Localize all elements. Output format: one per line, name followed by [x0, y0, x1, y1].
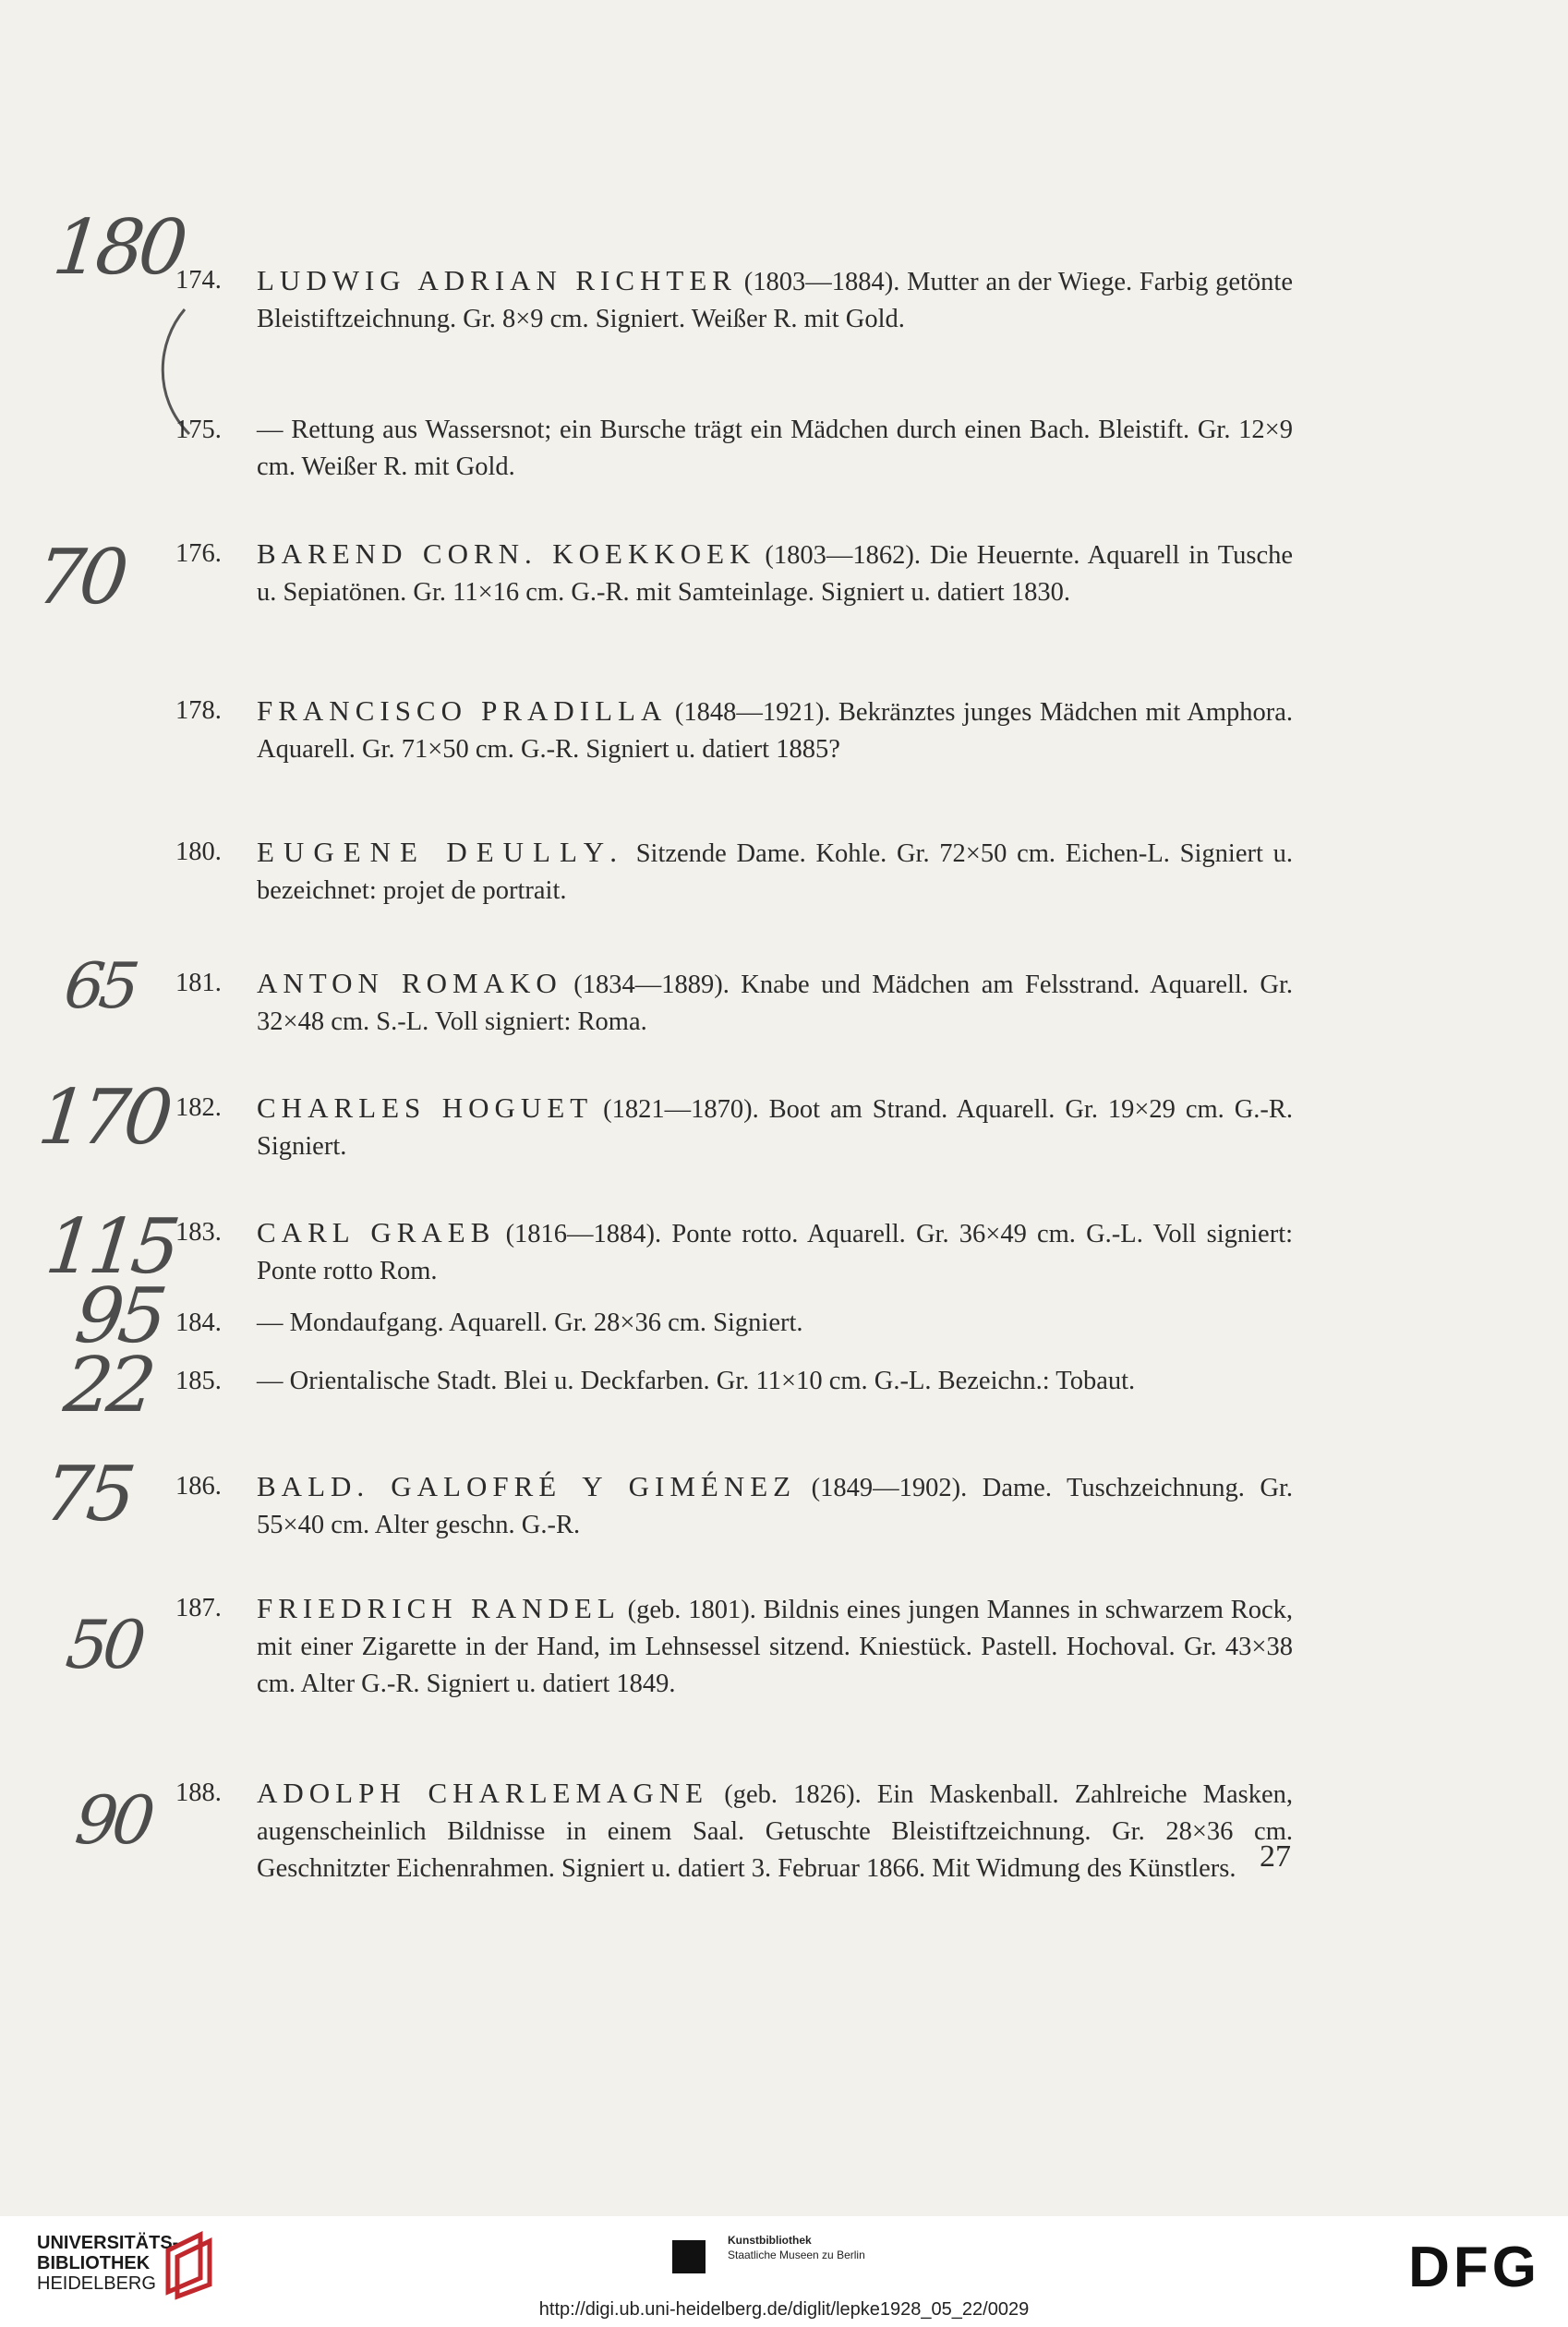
catalog-entry	[175, 1363, 1293, 1400]
artist-dates: (1821—1870).	[603, 1095, 759, 1124]
artist-dates: (1803—1884).	[743, 268, 900, 296]
page-number: 27	[1260, 1839, 1291, 1874]
ub-logo-line3: HEIDELBERG	[37, 2273, 156, 2294]
kb-subtitle: Staatliche Museen zu Berlin	[728, 2249, 865, 2261]
catalog-entry	[175, 1468, 1293, 1544]
entry-description: Bildnis eines jungen Mannes in schwarzem Rock, mit einer Zigarette in der Hand, im Lehnsessel sitzend. Kniestück. Pastell. Hochoval. Gr. 43×38 cm. Alter G.-R. Signiert u. datiert 1849.	[257, 1596, 1293, 1698]
catalog-entry	[175, 1775, 1293, 1887]
artist-name: ADOLPH CHARLEMAGNE	[257, 1777, 709, 1809]
catalog-entry	[175, 536, 1293, 611]
catalog-entry	[175, 1590, 1293, 1703]
entry-description: Knabe und Mädchen am Felsstrand. Aquarell. Gr. 32×48 cm. S.-L. Voll signiert: Roma.	[257, 971, 1294, 1036]
artist-name: FRANCISCO PRADILLA	[257, 694, 668, 727]
artist-dates: (1834—1889).	[573, 971, 730, 999]
entry-description: Bekränztes junges Mädchen mit Amphora. Aquarell. Gr. 71×50 cm. G.-R. Signiert u. datiert 1885?	[257, 698, 1293, 764]
entry-description: Die Heuernte. Aquarell in Tusche u. Sepiatönen. Gr. 11×16 cm. G.-R. mit Samteinlage. Signiert u. datiert 1830.	[257, 541, 1294, 607]
artist-name: BAREND CORN. KOEKKOEK	[257, 537, 756, 570]
entry-number: 178.	[175, 696, 222, 725]
kb-title: Kunstbibliothek	[728, 2234, 812, 2247]
artist-dates: (geb. 1801).	[627, 1596, 756, 1624]
permalink-url[interactable]: http://digi.ub.uni-heidelberg.de/diglit/lepke1928_05_22/0029	[538, 2299, 1030, 2320]
entry-number: 184.	[175, 1308, 222, 1337]
handwritten-note-180: 180	[49, 204, 187, 292]
handwritten-note-75: 75	[40, 1451, 135, 1538]
artist-name: FRIEDRICH RANDEL	[257, 1592, 621, 1624]
artist-dates: (1849—1902).	[811, 1474, 968, 1502]
catalog-entry	[175, 1305, 1293, 1342]
entry-number: 187.	[175, 1594, 222, 1622]
dfg-logo[interactable]: DFG	[1408, 2236, 1540, 2299]
handwritten-note-22: 22	[60, 1342, 155, 1429]
artist-name: CHARLES HOGUET	[257, 1091, 594, 1124]
entry-number: 175.	[175, 416, 222, 444]
handwritten-note-95: 95	[71, 1272, 166, 1360]
entry-description: Dame. Tuschzeichnung. Gr. 55×40 cm. Alter geschn. G.-R.	[257, 1474, 1293, 1539]
ub-book-icon	[159, 2227, 223, 2301]
entry-description: Boot am Strand. Aquarell. Gr. 19×29 cm. G.-R. Signiert.	[257, 1095, 1294, 1161]
entry-number: 186.	[175, 1472, 222, 1501]
entry-description: Mutter an der Wiege. Farbig getönte Bleistiftzeichnung. Gr. 8×9 cm. Signiert. Weißer R. mit Gold.	[257, 268, 1293, 333]
artist-dates: (1816—1884).	[505, 1220, 662, 1248]
catalog-entry	[175, 834, 1293, 910]
entry-number: 176.	[175, 539, 222, 568]
entry-number: 183.	[175, 1218, 222, 1247]
entry-description: Sitzende Dame. Kohle. Gr. 72×50 cm. Eichen-L. Signiert u. bezeichnet: projet de portrait.	[257, 839, 1294, 905]
ub-logo-line1: UNIVERSITÄTS-	[37, 2233, 179, 2253]
artist-dates: (1803—1862).	[765, 541, 921, 570]
entry-number: 181.	[175, 969, 222, 997]
handwritten-note-70: 70	[32, 534, 127, 621]
entry-number: 180.	[175, 838, 222, 866]
handwritten-note-50: 50	[62, 1606, 145, 1683]
handwritten-note-170: 170	[34, 1074, 172, 1162]
ub-logo-line2: BIBLIOTHEK	[37, 2253, 151, 2273]
entry-description: — Orientalische Stadt. Blei u. Deckfarben. Gr. 11×10 cm. G.-L. Bezeichn.: Tobaut.	[257, 1367, 1136, 1395]
university-library-logo[interactable]	[37, 2233, 178, 2294]
artist-name: EUGENE DEULLY.	[257, 836, 626, 868]
entry-description: — Mondaufgang. Aquarell. Gr. 28×36 cm. Signiert.	[257, 1308, 803, 1337]
catalog-entry	[175, 412, 1293, 486]
entry-number: 188.	[175, 1778, 222, 1807]
entry-description: — Rettung aus Wassersnot; ein Bursche trägt ein Mädchen durch einen Bach. Bleistift. Gr. 12×9 cm. Weißer R. mit Gold.	[257, 416, 1293, 481]
artist-name: BALD. GALOFRÉ Y GIMÉNEZ	[257, 1470, 797, 1502]
catalog-entry	[175, 262, 1293, 338]
catalog-entry	[175, 693, 1293, 768]
entry-description: Ein Maskenball. Zahlreiche Masken, augenscheinlich Bildnisse in einem Saal. Getuschte Bleistiftzeichnung. Gr. 28×36 cm. Geschnitzter Eichenrahmen. Signiert u. datiert 3. Februar 1866. Mit Widmung des Künstlers.	[257, 1780, 1293, 1883]
catalog-entry	[175, 965, 1293, 1041]
handwritten-note-65: 65	[60, 950, 138, 1023]
entry-number: 185.	[175, 1367, 222, 1395]
catalog-entry	[175, 1214, 1293, 1290]
handwritten-note-115: 115	[42, 1203, 179, 1291]
handwritten-note-90: 90	[71, 1781, 154, 1859]
entry-number: 174.	[175, 266, 222, 295]
artist-dates: (1848—1921).	[674, 698, 831, 727]
kunstbibliothek-square-icon	[672, 2240, 706, 2273]
catalog-entry	[175, 1090, 1293, 1165]
entry-number: 182.	[175, 1093, 222, 1122]
entry-description: Ponte rotto. Aquarell. Gr. 36×49 cm. G.-L. Voll signiert: Ponte rotto Rom.	[257, 1220, 1294, 1285]
artist-name: LUDWIG ADRIAN RICHTER	[257, 264, 737, 296]
artist-dates: (geb. 1826).	[724, 1780, 862, 1809]
artist-name: ANTON ROMAKO	[257, 967, 562, 999]
artist-name: CARL GRAEB	[257, 1216, 496, 1248]
